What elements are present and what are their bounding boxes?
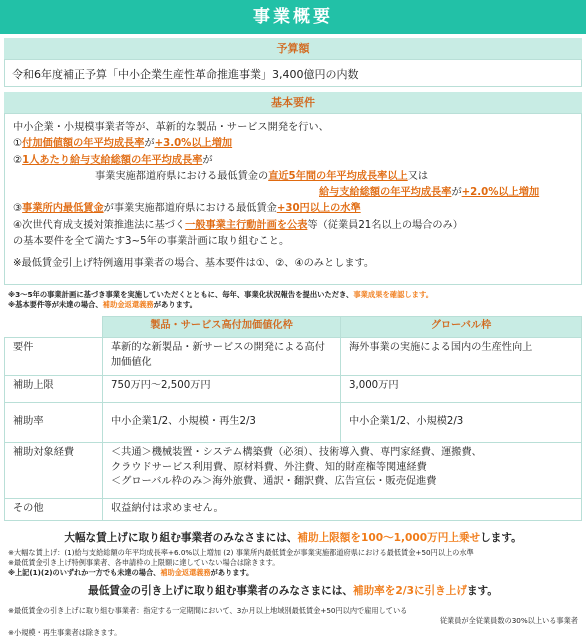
mid-note-1: ※3～5年の事業計画に基づき事業を実施していただくとともに、毎年、事業化状況報告を提出いただき、事業成果を確認します。 — [8, 290, 433, 299]
requirement-3: ③事業所内最低賃金が事業実施都道府県における最低賃金+30円以上の水準 — [13, 203, 361, 215]
expense-line: ＜グローバル枠のみ＞海外旅費、通訳・翻訳費、広告宣伝・販売促進費 — [111, 476, 437, 487]
footer-headline-2: 最低賃金の引き上げに取り組む事業者のみなさまには、補助率を2/3に引き上げます。 — [88, 585, 498, 597]
table-cell: 海外事業の実施による国内の生産性向上 — [341, 338, 582, 376]
expense-line: クラウドサービス利用費、原材料費、外注費、知的財産権等関連経費 — [111, 461, 427, 473]
col-header-product-service: 製品・サービス高付加価値化枠 — [103, 317, 341, 338]
requirements-closing: の基本要件を全て満たす3~5年の事業計画に取り組むこと。 — [13, 236, 290, 248]
footer-note-4: ※最低賃金の引き上げに取り組む事業者：指定する一定期間において、3か月以上地域別最低賃金+50円以内で雇用している — [8, 606, 408, 615]
budget-heading: 予算額 — [4, 38, 582, 59]
requirement-2-line2: 事業実施都道府県における最低賃金の直近5年間の年平均成長率以上又は — [95, 170, 429, 182]
requirements-note: ※最低賃金引上げ特例適用事業者の場合、基本要件は①、②、④のみとします。 — [13, 258, 375, 270]
requirements-intro: 中小企業・小規模事業者等が、革新的な製品・サービス開発を行い、 — [13, 122, 329, 133]
row-label: 補助率 — [5, 403, 103, 443]
requirements-heading: 基本要件 — [4, 92, 582, 113]
table-cell: 革新的な新製品・新サービスの開発による高付加価値化 — [103, 338, 341, 376]
table-row — [5, 499, 582, 521]
row-label: 補助対象経費 — [5, 443, 103, 499]
table-header-row — [5, 317, 582, 338]
table-row — [5, 403, 582, 443]
row-label: その他 — [5, 499, 103, 521]
footer-note-3: ※上記(1)(2)のいずれか一方でも未達の場合、補助金返還義務があります。 — [8, 568, 254, 577]
table-cell: 収益納付は求めません。 — [103, 499, 582, 521]
mid-note-2: ※基本要件等が未達の場合、補助金返還義務があります。 — [8, 300, 197, 309]
requirement-2: ②1人あたり給与支給総額の年平均成長率が — [13, 154, 213, 166]
row-label: 要件 — [5, 338, 103, 376]
row-label: 補助上限 — [5, 376, 103, 403]
subsidy-table — [4, 316, 582, 521]
table-corner — [5, 317, 103, 338]
table-row — [5, 376, 582, 403]
table-row — [5, 338, 582, 376]
col-header-global: グローバル枠 — [341, 317, 582, 338]
table-cell: 750万円～2,500万円 — [103, 376, 341, 403]
footer-headline-1: 大幅な賃上げに取り組む事業者のみなさまには、補助上限額を100～1,000万円上乗せします。 — [64, 532, 522, 544]
page-title: 事業概要 — [0, 0, 586, 34]
footer-note-1: ※大幅な賃上げ：(1)給与支給総額の年平均成長率+6.0%以上増加 (2) 事業所内最低賃金が事業実施都道府県における最低賃金+50円以上の水準 — [8, 548, 474, 557]
footer-note-2: ※最低賃金引き上げ特例事業者、各申請枠の上限額に達していない場合は除きます。 — [8, 558, 280, 567]
table-cell-expenses — [103, 443, 582, 499]
table-cell: 3,000万円 — [341, 376, 582, 403]
table-cell: 中小企業1/2、小規模・再生2/3 — [103, 403, 341, 443]
table-cell: 中小企業1/2、小規模2/3 — [341, 403, 582, 443]
requirement-1: ①付加価値額の年平均成長率が+3.0%以上増加 — [13, 138, 233, 150]
expense-line: ＜共通＞機械装置・システム構築費（必須）、技術導入費、専門家経費、運搬費、 — [111, 447, 482, 458]
requirement-2-line3: 給与支給総額の年平均成長率が+2.0%以上増加 — [319, 187, 540, 199]
table-row — [5, 443, 582, 499]
budget-text: 令和6年度補正予算「中小企業生産性革命推進事業」3,400億円の内数 — [12, 68, 359, 81]
requirements-box — [4, 113, 582, 285]
footer-note-6: ※小規模・再生事業者は除きます。 — [8, 628, 122, 637]
footer-note-5: 従業員が全従業員数の30%以上いる事業者 — [439, 616, 578, 625]
requirement-4: ④次世代育成支援対策推進法に基づく一般事業主行動計画を公表等（従業員21名以上の場合のみ） — [13, 219, 463, 231]
